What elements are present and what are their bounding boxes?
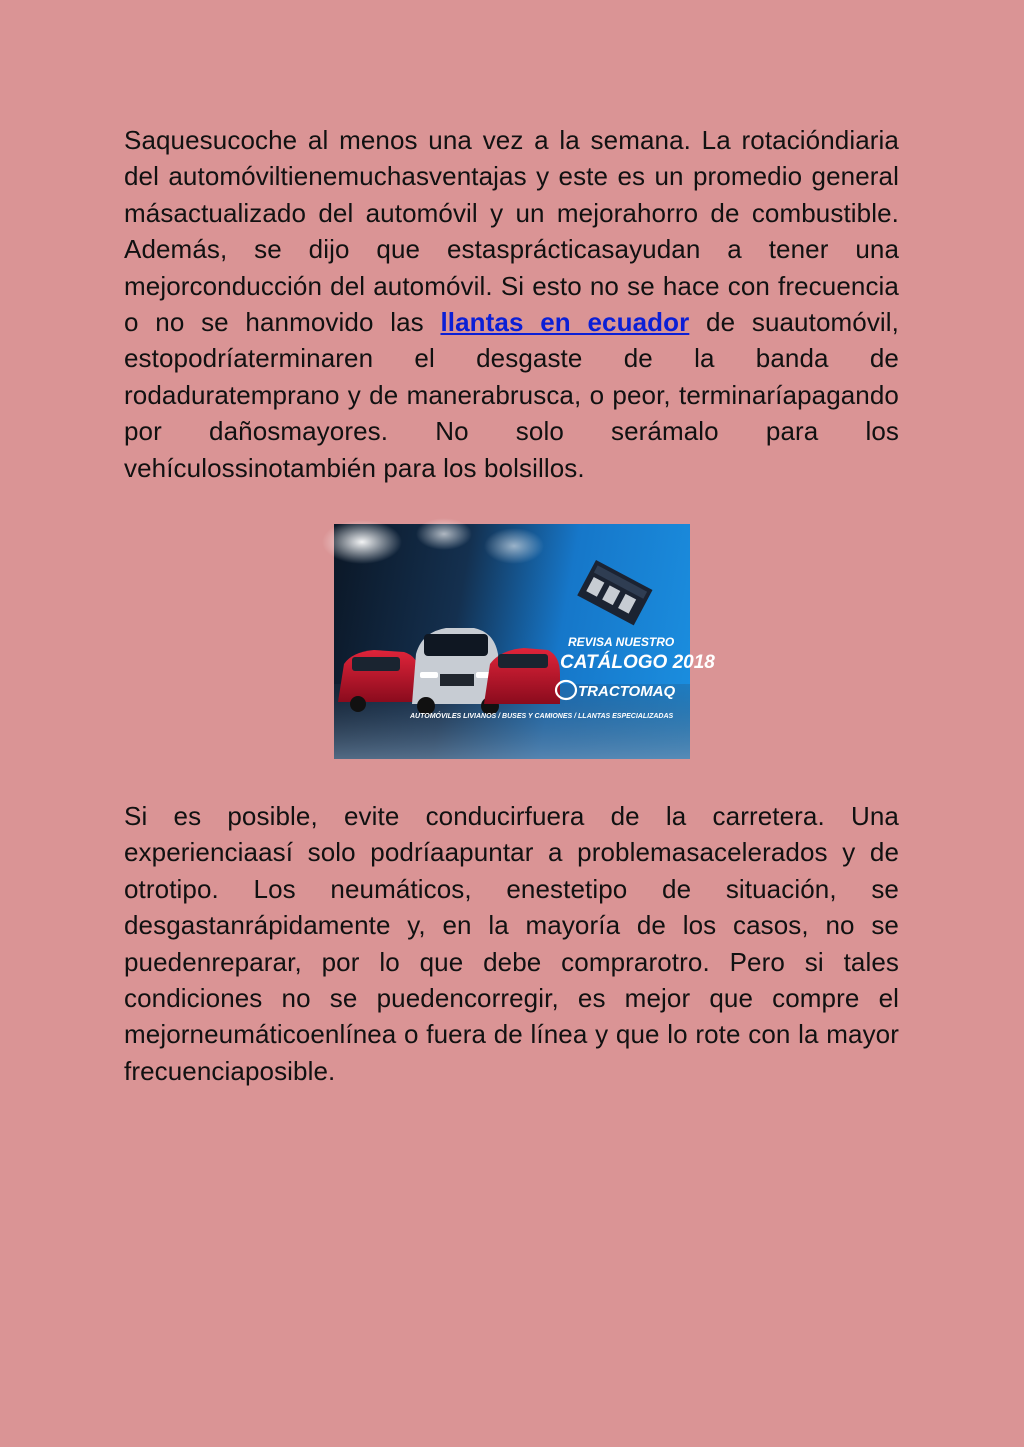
banner-line-1: REVISA NUESTRO xyxy=(568,635,675,649)
paragraph-1 xyxy=(124,122,899,486)
red-car-left-window xyxy=(352,657,400,671)
paragraph-1-text-after-link: de suautomóvil, estopodríaterminaren el desgaste de la banda de rodaduratemprano y de manerabrusca, o peor, terminaríapagando por dañosmayores. No solo serámalo para los vehículossinotambién para los bolsillos. xyxy=(124,307,899,483)
paragraph-1-container xyxy=(124,122,899,486)
paragraph-1-text-before-link: Saquesucoche al menos una vez a la semana. La rotacióndiaria del automóviltienemuchasventajas y este es un promedio general másactualizado del automóvil y un mejorahorro de combustible. Además, se dijo que estasprácticasayudan a tener una mejorconducción del automóvil. Si esto no se hace con frecuencia o no se hanmovido las xyxy=(124,125,899,338)
catalog-banner-graphic xyxy=(334,524,715,759)
banner-tagline: AUTOMÓVILES LIVIANOS / BUSES Y CAMIONES / LLANTAS ESPECIALIZADAS xyxy=(410,713,674,720)
center-van-windshield xyxy=(424,634,488,656)
banner-brand: TRACTOMAQ xyxy=(578,683,676,700)
center-van-headlight-left xyxy=(420,672,438,678)
red-car-right-window xyxy=(498,654,548,668)
spotlight-3 xyxy=(484,528,544,564)
red-car-left-wheel xyxy=(350,696,366,712)
banner-line-2: CATÁLOGO 2018 xyxy=(560,652,715,673)
llantas-ecuador-link[interactable]: llantas en ecuador xyxy=(440,307,690,338)
paragraph-2: Si es posible, evite conducirfuera de la carretera. Una experienciaasí solo podríaapuntar a problemasacelerados y de otrotipo. Los neumáticos, enestetipo de situación, se desgastanrápidamente y, en la mayoría de los casos, no se puedenreparar, por lo que debe comprarotro. Pero si tales condiciones no se puedencorregir, es mejor que compre el mejorneumáticoenlínea o fuera de línea y que lo rote con la mayor frecuenciaposible. xyxy=(124,801,899,1086)
catalog-banner-image xyxy=(334,524,715,759)
catalog-booklet xyxy=(577,560,652,625)
spotlight-2 xyxy=(416,518,472,550)
center-van-grille xyxy=(440,674,474,686)
paragraph-2-container xyxy=(124,798,899,1089)
spotlight-1 xyxy=(322,520,402,564)
